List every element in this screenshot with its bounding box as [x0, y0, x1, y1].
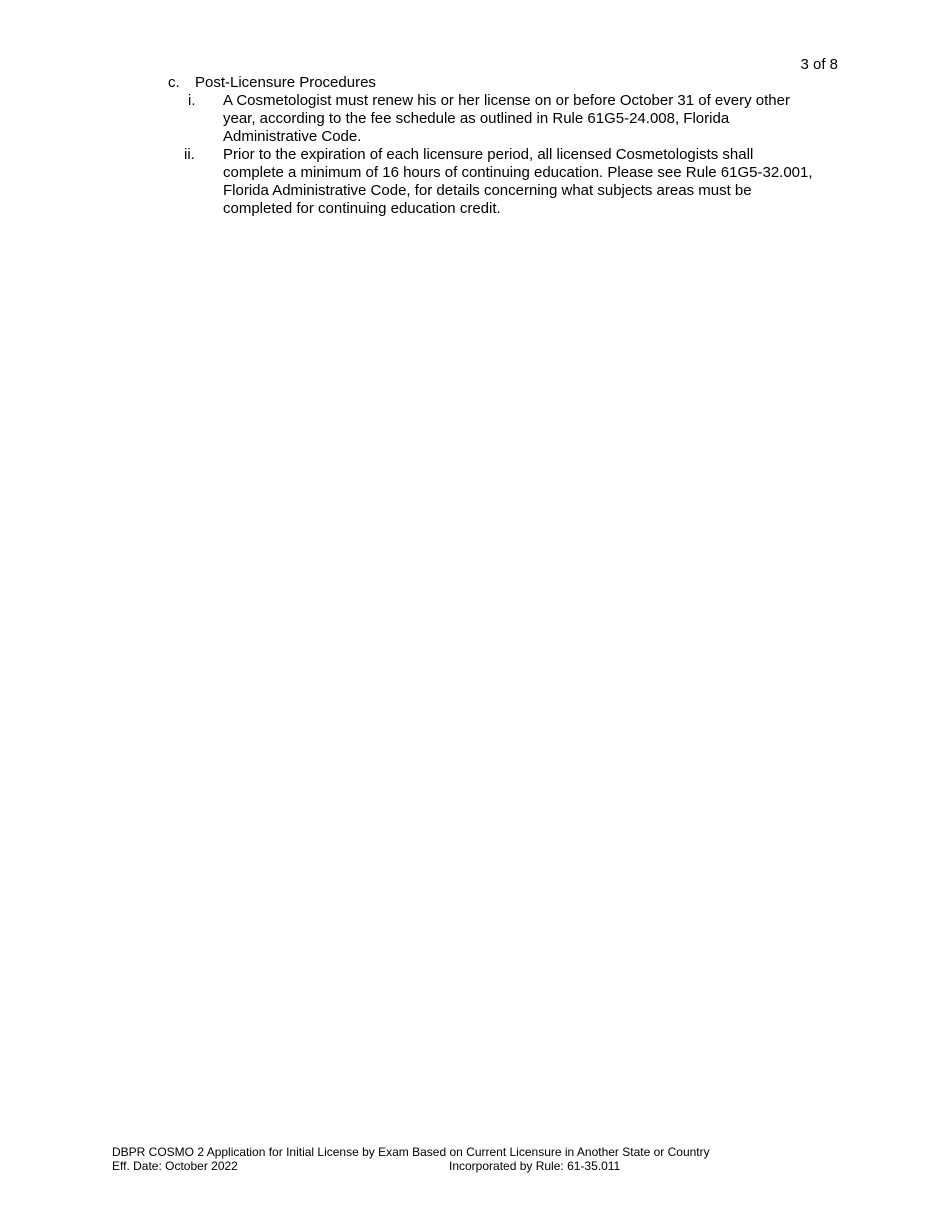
- list-item-text: [223, 146, 848, 218]
- footer-meta-row: [112, 1159, 832, 1173]
- page-footer: [112, 1145, 832, 1173]
- procedure-list: [168, 92, 848, 218]
- section-title: Post-Licensure Procedures: [195, 74, 376, 91]
- section-marker: c.: [168, 74, 180, 91]
- list-item-marker: i.: [188, 92, 196, 109]
- section-heading: [168, 74, 848, 92]
- text-line: Prior to the expiration of each licensure period, all licensed Cosmetologists shall: [223, 146, 754, 163]
- list-item: [168, 92, 848, 146]
- text-line: Administrative Code.: [223, 128, 362, 145]
- text-line: complete a minimum of 16 hours of continuing education. Please see Rule 61G5-32.001,: [223, 164, 813, 181]
- incorporated-by-rule: Incorporated by Rule: 61-35.011: [449, 1159, 621, 1173]
- list-item-text: [223, 92, 848, 146]
- list-item: [168, 146, 848, 218]
- text-line: year, according to the fee schedule as outlined in Rule 61G5-24.008, Florida: [223, 110, 730, 127]
- text-line: Florida Administrative Code, for details concerning what subjects areas must be: [223, 182, 752, 199]
- post-licensure-section: [168, 74, 848, 218]
- footer-title-row: [112, 1145, 832, 1159]
- effective-date: Eff. Date: October 2022: [112, 1159, 238, 1173]
- page-number: 3 of 8: [800, 56, 838, 73]
- form-title: DBPR COSMO 2 Application for Initial License by Exam Based on Current Licensure in Another State or Country: [112, 1145, 710, 1159]
- list-item-marker: ii.: [184, 146, 195, 163]
- text-line: A Cosmetologist must renew his or her license on or before October 31 of every other: [223, 92, 790, 109]
- text-line: completed for continuing education credit.: [223, 200, 501, 217]
